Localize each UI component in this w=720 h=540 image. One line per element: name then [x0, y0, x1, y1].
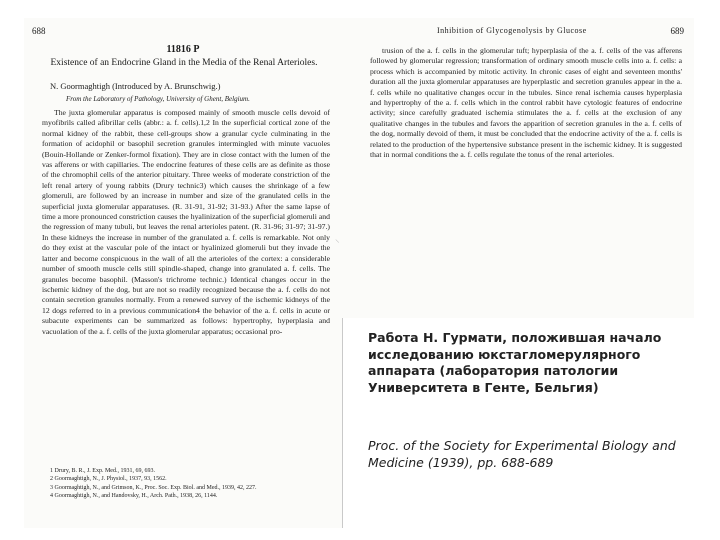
article-author: N. Goormaghtigh (Introduced by A. Brunschwig.) [50, 81, 221, 91]
right-journal-page [342, 18, 694, 318]
running-head: Inhibition of Glycogenolysis by Glucose [437, 26, 587, 35]
reference-item: 2 Goormaghtigh, N., J. Physiol., 1937, 93, 1562. [50, 476, 167, 483]
reference-item: 3 Goormaghtigh, N., and Grimson, K., Proc. Soc. Exp. Biol. and Med., 1939, 42, 227. [50, 484, 257, 491]
left-page-number: 688 [32, 26, 46, 36]
article-affiliation: From the Laboratory of Pathology, University of Ghent, Belgium. [66, 95, 250, 103]
right-page-number: 689 [670, 26, 684, 36]
abstract-id: 11816 P [166, 44, 200, 55]
reference-item: 1 Drury, B. R., J. Exp. Med., 1931, 69, 693. [50, 468, 155, 474]
left-journal-page [24, 18, 343, 528]
references-list [50, 467, 335, 501]
article-title: Existence of an Endocrine Gland in the Media of the Renal Arterioles. [50, 58, 318, 68]
reference-item: 4 Goormaghtigh, N., and Handovsky, H., Arch. Path., 1938, 26, 1144. [50, 493, 218, 500]
citation-source: Proc. of the Society for Experimental Biology and Medicine (1939), pp. 688-689 [368, 438, 676, 470]
scan-speck: ⸜ [335, 235, 340, 245]
slide-caption: Работа Н. Гурмати, положившая начало исследованию юкстагломерулярного аппарата (лаборатория патологии Университета в Генте, Бельгия) [368, 330, 662, 395]
left-body-text: The juxta glomerular apparatus is composed mainly of smooth muscle cells devoid of myofibrils called afibrillar cells (abbr.: a. f. cells).1,2 In the superficial cortical zone of the normal kidney of the rabbit, these cell-groups show a granular cycle culminating in the formation of acidophil or basophil secretion granules intermingled with minute vacuoles (Bouin-Hollande or Zenker-formol fixation). They are in close contact with the lumen of the vas afferens or with capillaries. The endocrine features of these cells are as definite as those of the chromophil cells of the anterior pituitary. Three weeks of moderate constriction of the left renal artery of young rabbits (Drury technic3) which causes the shrinkage of a few glomeruli, are followed by an increase in number and size of the granulated cells in the superficial juxta glomerular apparatuses. (R. 31-91, 31-92; 31-93.) After the same lapse of time a more pronounced constriction causes the hyalinization of the superficial glomeruli and the regression of many tubuli, but leaves the renal arterioles patent. (R. 31-96; 31-97; 31-97.) In these kidneys the increase in number of the granulated a. f. cells is remarkable. Not only do they exist at the vascular pole of the intact or hyalinized glomeruli but they invade the latter and become conspicuous in the wall of all the arterioles of the cortex: a considerable number of smooth muscle cells still spindle-shaped, change into granulated a. f. cells. The granules become basophil. (Masson's trichrome technic.) Identical changes occur in the ischemic kidney of the dog, but are not so readily recognized because the a. f. cells do not contain secretion granules normally. From a renewed survey of the ischemic kidneys of the 12 dogs referred to in a previous communication4 the behavior of the a. f. cells in acute or subacute experiments can be summarized as follows: hypertrophy, hyperplasia and vacuolation of the a. f. cells of the juxta glomerular apparatus; occasional pro- [42, 108, 330, 336]
right-body-text: trusion of the a. f. cells in the glomerular tuft; hyperplasia of the a. f. cells of the vas afferens followed by glomerular regression; transformation of ordinary smooth muscle cells into a. f. cells: a process which is accompanied by mitotic activity. In chronic cases of eight and seventeen months' duration all the juxta glomerular apparatuses are hyperplastic and secretion granules appear in the a. f. cells while no qualitative changes occur in the tubules. Since renal ischemia causes hyperplasia and hypertrophy of the a. f. cells which in the control rabbit have cytologic features of endocrine activity; since carefully graduated ischemia stimulates the a. f. cells at the exclusion of any qualitative changes in the tubules and favors the apparition of secretion granules in the a. f. cells of the dog, normally devoid of them, it must be concluded that the endocrine activity of the a. f. cells is related to the production of the hypertensive substance present in the ischemic kidney. It is suggested that in normal conditions the a. f. cells regulate the tonus of the renal arterioles. [370, 46, 682, 160]
